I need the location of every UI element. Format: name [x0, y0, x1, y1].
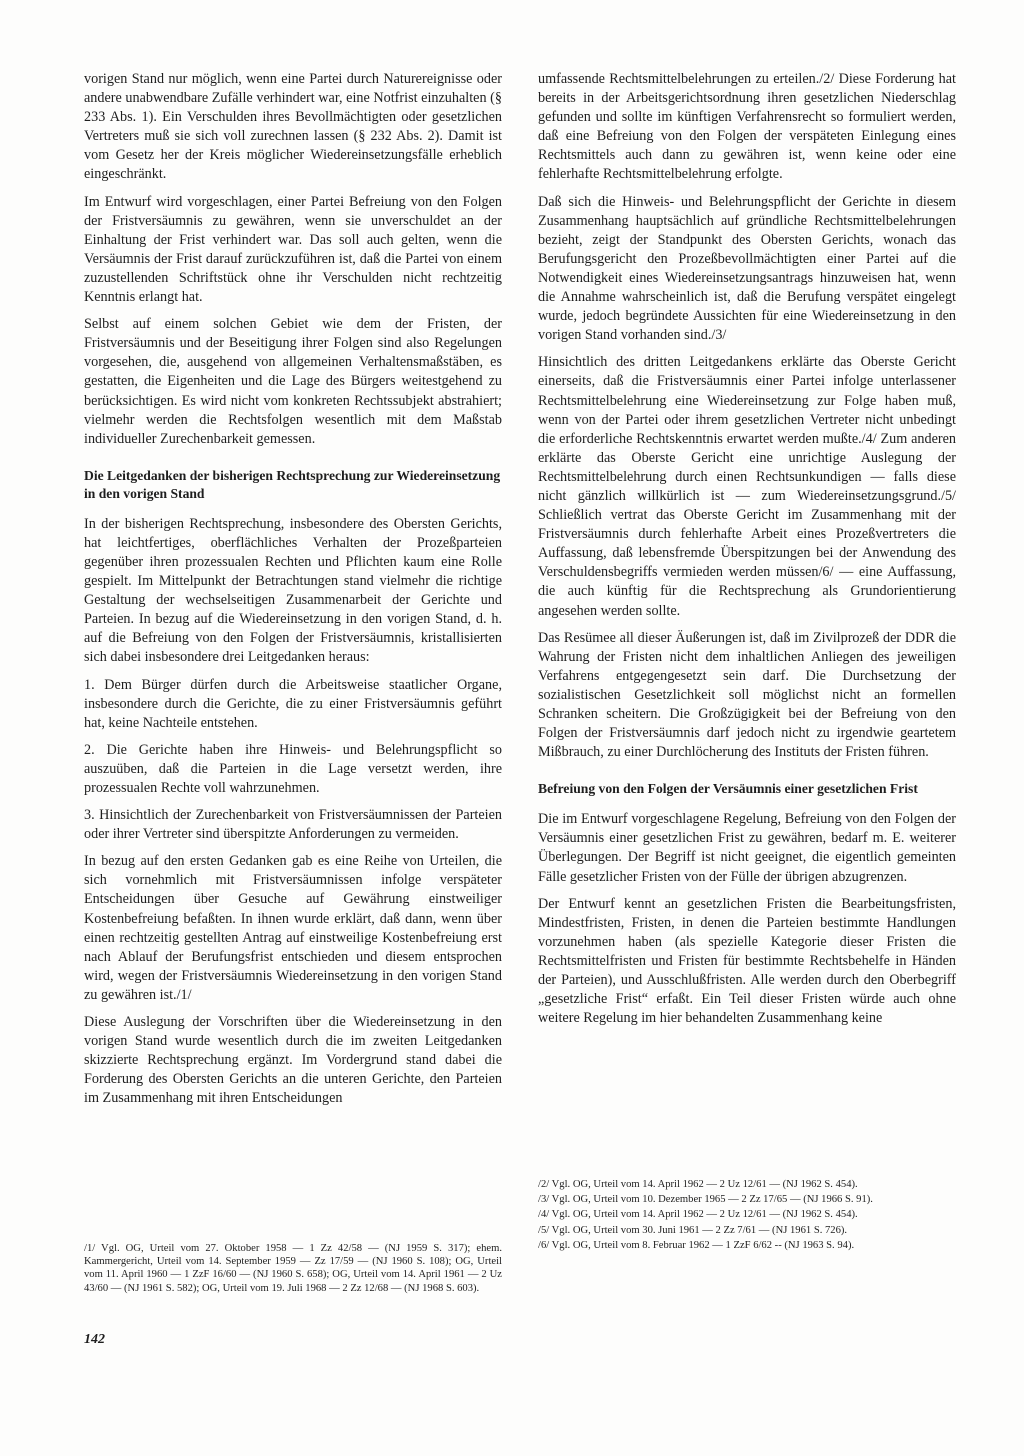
- list-item: 2. Die Gerichte haben ihre Hinweis- und Belehrungspflicht so auszuüben, daß die Parteien in die Lage versetzt werden, ihre prozessualen Rechte voll wahrzunehmen.: [84, 741, 502, 796]
- paragraph: Die im Entwurf vorgeschlagene Regelung, Befreiung von den Folgen der Versäumnis einer gesetzlichen Frist zu gewähren, bedarf m. E. weiterer Überlegungen. Der Begriff ist nicht geeignet, die eigentlich gemeinten Fälle gesetzlicher Fristen von der Fülle der übrigen abzugrenzen.: [538, 811, 956, 885]
- footnote: /4/ Vgl. OG, Urteil vom 14. April 1962 — 2 Uz 12/61 — (NJ 1962 S. 454).: [538, 1209, 858, 1221]
- footnote: /6/ Vgl. OG, Urteil vom 8. Februar 1962 — 1 ZzF 6/62 -- (NJ 1963 S. 94).: [538, 1239, 855, 1251]
- footnote: /3/ Vgl. OG, Urteil vom 10. Dezember 1965 — 2 Zz 17/65 — (NJ 1966 S. 91).: [538, 1194, 873, 1206]
- footnotes-left: [84, 1242, 502, 1297]
- footnote: /5/ Vgl. OG, Urteil vom 30. Juni 1961 — 2 Zz 7/61 — (NJ 1961 S. 726).: [538, 1224, 848, 1236]
- paragraph: Der Entwurf kennt an gesetzlichen Fristen die Bearbeitungsfristen, Mindestfristen, Fristen, in denen die Parteien bestimmte Handlungen vorzunehmen haben (als spezielle Kategorie dieser Fristen die Rechtsmittelfristen und Fristen für bestimmte Rechtsbehelfe in Händen der Parteien), und Ausschlußfristen. Alle werden durch den Oberbegriff „gesetzliche Frist“ erfaßt. Ein Teil dieser Fristen würde auch ohne weitere Regelung im hier behandelten Zusammenhang keine: [538, 895, 956, 1027]
- paragraph: Daß sich die Hinweis- und Belehrungspflicht der Gerichte in diesem Zusammenhang hauptsächlich auf gründliche Rechtsmittelbelehrungen bezieht, zeigt der Standpunkt des Obersten Gerichts, wonach das Berufungsgericht den Prozeßbevollmächtigten einer Partei auf die Notwendigkeit eines Wiedereinsetzungsantrags hinzuweisen hat, wenn die Annahme wahrscheinlich ist, daß die Berufung verspätet eingelegt wurde, jedoch begründete Aussichten für eine Wiedereinsetzung in den vorigen Stand vorhanden sind./3/: [538, 193, 956, 344]
- list-item: 1. Dem Bürger dürfen durch die Arbeitsweise staatlicher Organe, insbesondere durch die Gerichte, die zu einer Fristversäumnis geführt hat, keine Nachteile entstehen.: [84, 676, 502, 731]
- paragraph: Diese Auslegung der Vorschriften über die Wiedereinsetzung in den vorigen Stand wurde wesentlich durch die im zweiten Leitgedanken skizzierte Rechtsprechung ergänzt. Im Vordergrund stand dabei die Forderung des Obersten Gerichts an die unteren Gerichte, den Parteien im Zusammenhang mit ihren Entscheidungen: [84, 1014, 502, 1107]
- footnote: /2/ Vgl. OG, Urteil vom 14. April 1962 — 2 Uz 12/61 — (NJ 1962 S. 454).: [538, 1179, 858, 1190]
- footnote: /1/ Vgl. OG, Urteil vom 27. Oktober 1958 — 1 Zz 42/58 — (NJ 1959 S. 317); ehem. Kammergericht, Urteil vom 14. September 1959 — Zz 17/59 — (NJ 1960 S. 108); OG, Urteil vom 11. April 1960 — 1 ZzF 16/60 — (NJ 1960 S. 658); OG, Urteil vom 14. April 1961 — 2 Uz 43/60 — (NJ 1961 S. 582); OG, Urteil vom 19. Juli 1968 — 2 Zz 12/68 — (NJ 1968 S. 603).: [84, 1243, 502, 1294]
- page-number: 142: [84, 1332, 105, 1347]
- right-column: [538, 70, 956, 1036]
- paragraph: Selbst auf einem solchen Gebiet wie dem der Fristen, der Fristversäumnis und der Beseitigung ihrer Folgen sind also Regelungen vorgesehen, die, ausgehend von allgemeinen Verhaltensmaßstäben, es gestatten, die Eigenheiten und die Lage des Bürgers weitestgehend zu berücksichtigen. Es wird nicht vom konkreten Rechtssubjekt abstrahiert; vielmehr werden die Rechtsfolgen wesentlich mit dem Maßstab individueller Zurechenbarkeit gemessen.: [84, 316, 502, 447]
- paragraph: umfassende Rechtsmittelbelehrungen zu erteilen./2/ Diese Forderung hat bereits in der Arbeitsgerichtsordnung ihren gesetzlichen Niederschlag gefunden und sollte im künftigen Verfahrensrecht so formuliert werden, daß eine Befreiung von den Folgen der verspäteten Einlegung eines Rechtsmittels auch dann zu gewähren ist, wenn keine oder eine fehlerhafte Rechtsmittelbelehrung erfolgte.: [538, 71, 956, 183]
- paragraph: In der bisherigen Rechtsprechung, insbesondere des Obersten Gerichts, hat leichtfertiges, oberflächliches Verhalten der Prozeßparteien gegenüber ihren prozessualen Rechten und Pflichten kaum eine Rolle gespielt. Im Mittelpunkt der Betrachtungen stand vielmehr die richtige Gestaltung der wechselseitigen Zusammenarbeit der Gerichte und Parteien. In bezug auf die Wiedereinsetzung in den vorigen Stand, d. h. auf die Befreiung von den Folgen der Fristversäumnis, kristallisierten sich dabei insbesondere drei Leitgedanken heraus:: [84, 515, 502, 666]
- paragraph: Im Entwurf wird vorgeschlagen, einer Partei Befreiung von den Folgen der Fristversäumnis zu gewähren, wenn sie unverschuldet an der Einhaltung der Frist verhindert war. Das soll auch gelten, wenn die Versäumnis der Frist darauf zurückzuführen ist, daß die Partei von einem zuzustellenden Schriftstück ohne ihr Verschulden nicht rechtzeitig Kenntnis erlangt hat.: [84, 193, 502, 306]
- paragraph: vorigen Stand nur möglich, wenn eine Partei durch Naturereignisse oder andere unabwendbare Zufälle verhindert war, eine Notfrist einzuhalten (§ 233 Abs. 1). Ein Verschulden ihres Bevollmächtigten oder gesetzlichen Vertreters muß sie sich voll zurechnen lassen (§ 232 Abs. 2). Damit ist vom Gesetz her der Kreis möglicher Wiedereinsetzungsfälle erheblich eingeschränkt.: [84, 71, 502, 183]
- section-heading: Die Leitgedanken der bisherigen Rechtsprechung zur Wiedereinsetzung in den vorigen Stand: [84, 467, 501, 501]
- section-heading: Befreiung von den Folgen der Versäumnis einer gesetzlichen Frist: [538, 781, 918, 797]
- paragraph: Das Resümee all dieser Äußerungen ist, daß im Zivilprozeß der DDR die Wahrung der Fristen nicht dem inhaltlichen Anliegen des jeweiligen Verfahrens entgegengesetzt sein darf. Die Durchsetzung der sozialistischen Gesetzlichkeit soll möglichst nicht an formellen Schranken scheitern. Die Großzügigkeit bei der Befreiung von den Folgen der Fristversäumnis darf jedoch nicht zu irgendwie geartetem Mißbrauch, zu einer Durchlöcherung des Instituts der Fristen führen.: [538, 629, 956, 761]
- left-column: [84, 70, 502, 1117]
- list-item: 3. Hinsichtlich der Zurechenbarkeit von Fristversäumnissen der Parteien oder ihrer Vertreter sind überspitzte Anforderungen zu vermeiden.: [84, 807, 502, 843]
- paragraph: In bezug auf den ersten Gedanken gab es eine Reihe von Urteilen, die sich vornehmlich mit Fristversäumnissen infolge verspäteter Entscheidungen über Gesuche auf Gewährung einstweiliger Kostenbefreiung befaßten. In ihnen wurde erklärt, daß dann, wenn über einen rechtzeitig gestellten Antrag auf einstweilige Kostenbefreiung erst nach Ablauf der Berufungsfrist entschieden und diesem entsprochen wird, wegen der Fristversäumnis Wiedereinsetzung in den vorigen Stand zu gewähren ist./1/: [84, 853, 502, 1003]
- footnotes-right: [538, 1178, 956, 1254]
- paragraph: Hinsichtlich des dritten Leitgedankens erklärte das Oberste Gericht einerseits, daß die Fristversäumnis einer Partei infolge unterlassener Rechtsmittelbelehrung eine Wiedereinsetzung zur Folge haben muß, wenn von der Partei oder ihrem gesetzlichen Vertreter nicht unbedingt die erforderliche Rechtskenntnis erwartet werden mußte./4/ Zum anderen erklärte das Oberste Gericht eine unrichtige Auslegung der Rechtsmittelbelehrung durch einen Rechtsunkundigen — falls diese nicht gänzlich willkürlich ist — zum Wiedereinsetzungsgrund./5/ Schließlich vertrat das Oberste Gericht im Zusammenhang mit der Fristversäumnis durch fehlerhafte Arbeit eines Prozeßvertreters die Auffassung, daß lebensfremde Überspitzungen bei der Anwendung des Verschuldensbegriffs vermieden werden müssen/6/ — eine Auffassung, die auch künftig für die Rechtsprechung als Grundorientierung angesehen werden sollte.: [538, 354, 956, 619]
